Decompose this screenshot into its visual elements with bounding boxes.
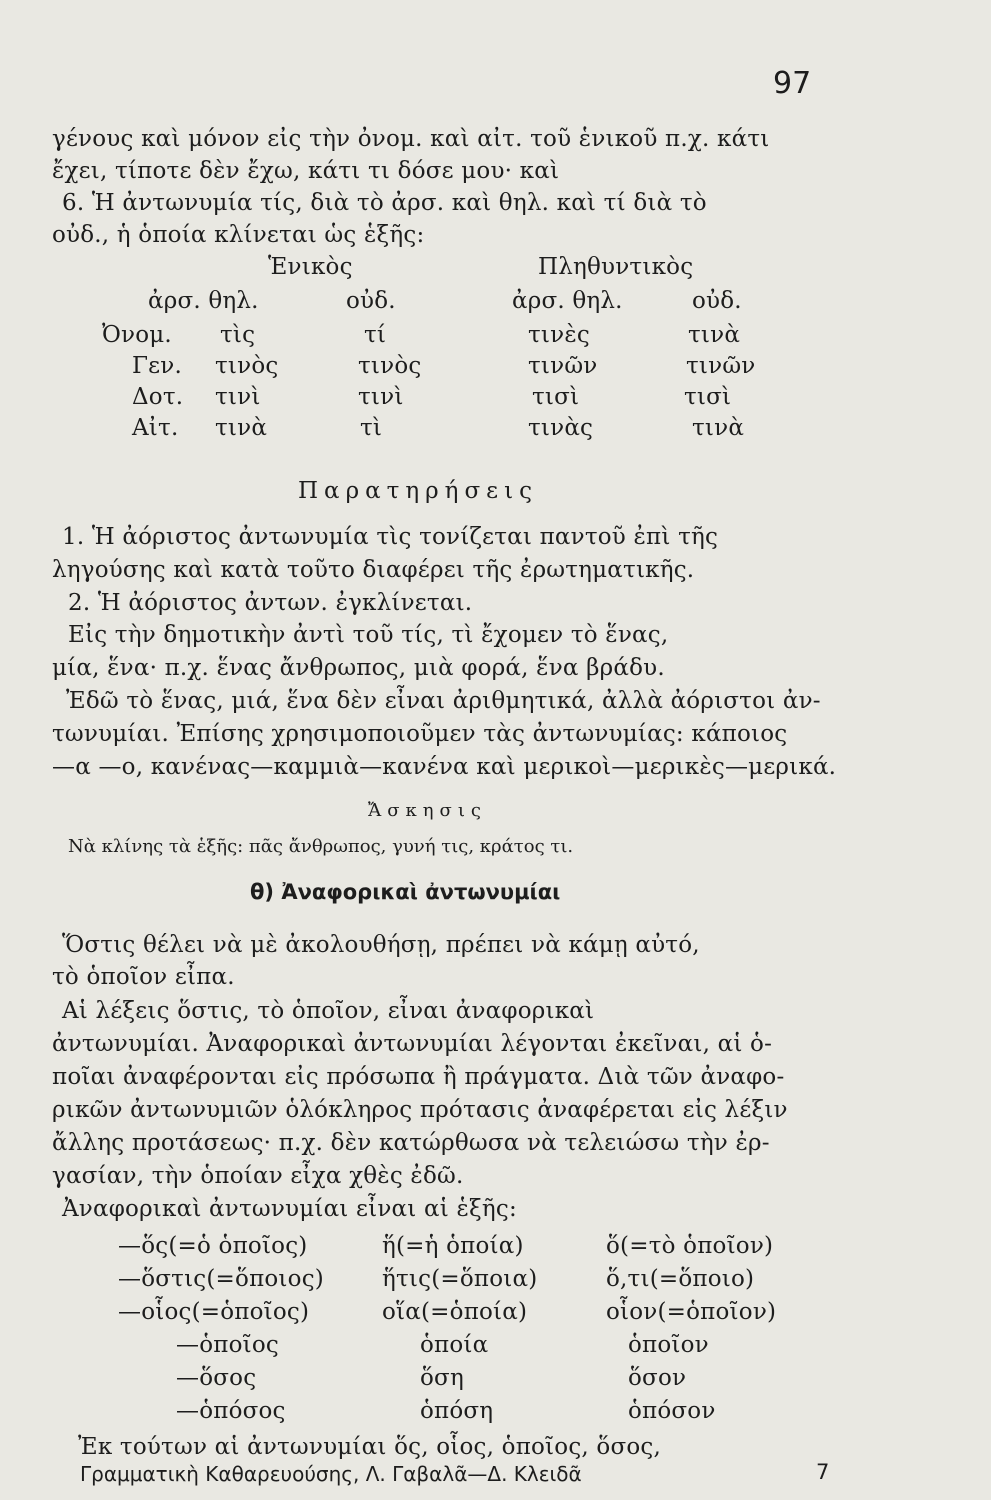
pronoun-cell: —ὁποῖος xyxy=(176,1332,279,1358)
table-cell: τὶς xyxy=(220,322,256,348)
subheader: ἀρσ. θηλ. xyxy=(512,288,623,314)
pronoun-cell: ἥ(=ἡ ὁποία) xyxy=(382,1233,524,1259)
table-cell: τισὶ xyxy=(532,384,580,410)
intro-line-4: οὐδ., ἡ ὁποία κλίνεται ὡς ἑξῆς: xyxy=(52,222,425,248)
section-line: Ἀναφορικαὶ ἀντωνυμίαι εἶναι αἱ ἑξῆς: xyxy=(62,1196,517,1222)
table-cell: τισὶ xyxy=(684,384,732,410)
pronoun-cell: ὅ,τι(=ὅποιο) xyxy=(606,1266,755,1292)
last-line: Ἐκ τούτων αἱ ἀντωνυμίαι ὅς, οἷος, ὁποῖος, ὅσος, xyxy=(78,1434,662,1460)
pronoun-cell: ἥτις(=ὅποια) xyxy=(382,1266,538,1292)
section-line: ἄλλης προτάσεως· π.χ. δὲν κατώρθωσα νὰ τελειώσω τὴν ἐρ- xyxy=(52,1130,770,1156)
intro-line-2: ἔχει, τίποτε δὲν ἔχω, κάτι τι δόσε μου· καὶ xyxy=(52,158,560,184)
intro-line-3: 6. Ἡ ἀντωνυμία τίς, διὰ τὸ ἀρσ. καὶ θηλ. καὶ τί διὰ τὸ xyxy=(62,190,707,216)
pronoun-cell: —ὅσος xyxy=(176,1365,257,1391)
table-cell: τί xyxy=(364,322,387,348)
notes-line: 2. Ἡ ἀόριστος ἀντων. ἐγκλίνεται. xyxy=(68,590,473,616)
footer-title: Γραμματικὴ Καθαρευούσης, Λ. Γαβαλᾶ—Δ. Κλειδᾶ xyxy=(80,1462,582,1486)
pronoun-cell: οἵα(=ὁποία) xyxy=(382,1299,528,1325)
pronoun-cell: —οἷος(=ὁποῖος) xyxy=(118,1299,310,1325)
case-label: Γεν. xyxy=(132,353,182,379)
notes-line: Εἰς τὴν δημοτικὴν ἀντὶ τοῦ τίς, τὶ ἔχομεν τὸ ἕνας, xyxy=(68,622,669,648)
intro-line-1: γένους καὶ μόνον εἰς τὴν ὀνομ. καὶ αἰτ. τοῦ ἑνικοῦ π.χ. κάτι xyxy=(52,126,770,152)
section-line: ποῖαι ἀναφέρονται εἰς πρόσωπα ἢ πράγματα. Διὰ τῶν ἀναφο- xyxy=(52,1064,785,1090)
table-cell: τινὲς xyxy=(528,322,590,348)
table-cell: τὶ xyxy=(360,415,383,441)
pronoun-cell: ὅ(=τὸ ὁποῖον) xyxy=(606,1233,774,1259)
singular-header: Ἑνικὸς xyxy=(268,254,353,280)
pronoun-cell: ὁποῖον xyxy=(628,1332,709,1358)
table-cell: τινὶ xyxy=(215,384,261,410)
exercise-text: Νὰ κλίνης τὰ ἑξῆς: πᾶς ἄνθρωπος, γυνή τις, κράτος τι. xyxy=(68,836,574,857)
notes-line: ληγούσης καὶ κατὰ τοῦτο διαφέρει τῆς ἐρωτηματικῆς. xyxy=(52,557,695,583)
table-cell: τινὰ xyxy=(215,415,268,441)
notes-line: Ἐδῶ τὸ ἕνας, μιά, ἕνα δὲν εἶναι ἀριθμητικά, ἀλλὰ ἀόριστοι ἀν- xyxy=(66,688,821,714)
subheader: ἀρσ. θηλ. xyxy=(148,288,259,314)
section-line: τὸ ὁποῖον εἶπα. xyxy=(52,964,235,990)
footer-signature: 7 xyxy=(816,1460,830,1484)
subheader: οὐδ. xyxy=(692,288,742,314)
pronoun-cell: ὁπόσον xyxy=(628,1398,716,1424)
table-cell: τινὸς xyxy=(215,353,279,379)
pronoun-cell: ὅση xyxy=(420,1365,464,1391)
subheader: οὐδ. xyxy=(346,288,396,314)
section-line: ρικῶν ἀντωνυμιῶν ὁλόκληρος πρότασις ἀναφέρεται εἰς λέξιν xyxy=(52,1097,788,1123)
table-cell: τινῶν xyxy=(528,353,598,379)
case-label: Δοτ. xyxy=(132,384,184,410)
section-heading: θ) Ἀναφορικαὶ ἀντωνυμίαι xyxy=(250,880,561,904)
notes-line: τωνυμίαι. Ἐπίσης χρησιμοποιοῦμεν τὰς ἀντωνυμίας: κάποιος xyxy=(52,721,788,747)
pronoun-cell: ὅσον xyxy=(628,1365,687,1391)
section-line: γασίαν, τὴν ὁποίαν εἶχα χθὲς ἐδῶ. xyxy=(52,1163,464,1189)
table-cell: τινῶν xyxy=(686,353,756,379)
section-line: ἀντωνυμίαι. Ἀναφορικαὶ ἀντωνυμίαι λέγονται ἐκεῖναι, αἱ ὁ- xyxy=(52,1031,773,1057)
pronoun-cell: ὁπόση xyxy=(420,1398,494,1424)
table-cell: τινὰ xyxy=(692,415,745,441)
pronoun-cell: —ὅστις(=ὅποιος) xyxy=(118,1266,324,1292)
notes-line: μία, ἕνα· π.χ. ἕνας ἄνθρωπος, μιὰ φορά, ἕνα βράδυ. xyxy=(52,655,665,681)
table-cell: τινὶ xyxy=(358,384,404,410)
pronoun-cell: —ὁπόσος xyxy=(176,1398,286,1424)
table-cell: τινὸς xyxy=(358,353,422,379)
table-cell: τινὰς xyxy=(528,415,594,441)
page-number: 97 xyxy=(773,66,812,101)
plural-header: Πληθυντικὸς xyxy=(538,254,694,280)
exercise-heading: Ἄσκησις xyxy=(368,800,487,821)
pronoun-cell: οἷον(=ὁποῖον) xyxy=(606,1299,777,1325)
table-cell: τινὰ xyxy=(688,322,741,348)
case-label: Ὀνομ. xyxy=(102,322,172,348)
section-line: Ὅστις θέλει νὰ μὲ ἀκολουθήσῃ, πρέπει νὰ κάμῃ αὐτό, xyxy=(62,932,700,958)
pronoun-cell: ὁποία xyxy=(420,1332,489,1358)
notes-line: 1. Ἡ ἀόριστος ἀντωνυμία τὶς τονίζεται παντοῦ ἐπὶ τῆς xyxy=(62,524,719,550)
pronoun-cell: —ὅς(=ὁ ὁποῖος) xyxy=(118,1233,308,1259)
notes-heading: Παρατηρήσεις xyxy=(298,478,538,504)
case-label: Αἰτ. xyxy=(132,415,179,441)
notes-line: —α —ο, κανένας—καμμιὰ—κανένα καὶ μερικοὶ—μερικὲς—μερικά. xyxy=(52,754,837,780)
section-line: Αἱ λέξεις ὅστις, τὸ ὁποῖον, εἶναι ἀναφορικαὶ xyxy=(62,998,595,1024)
